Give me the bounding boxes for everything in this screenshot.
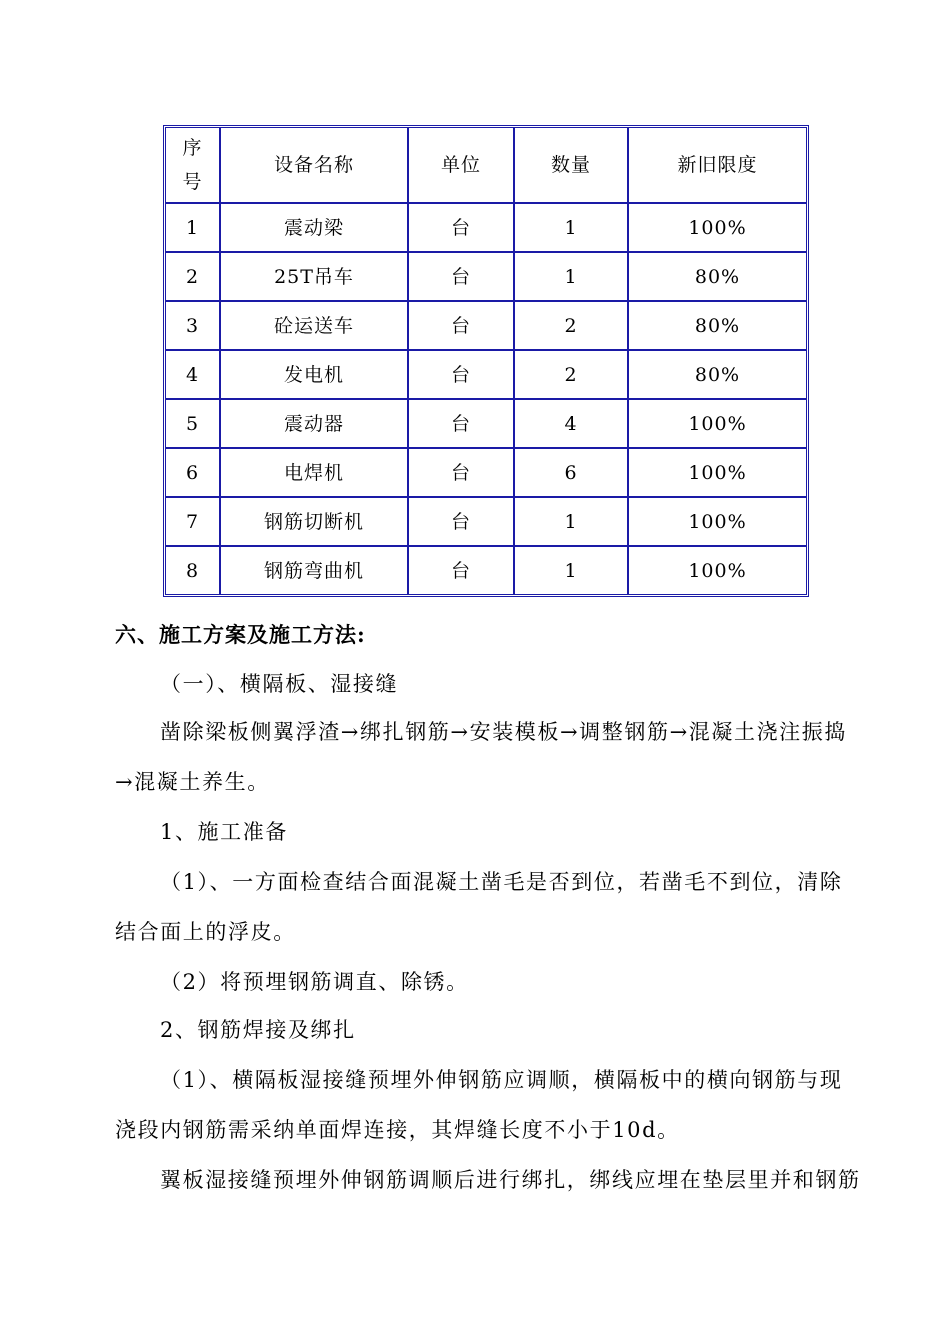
- table-row: [165, 399, 807, 448]
- table-cell: 80%: [628, 301, 807, 350]
- table-row: [165, 497, 807, 546]
- table-row: [165, 252, 807, 301]
- paragraph-line: 翼板湿接缝预埋外伸钢筋调顺后进行绑扎，绑线应埋在垫层里并和钢筋: [160, 1168, 861, 1192]
- table-cell: 4: [165, 350, 220, 399]
- table-cell: 25T吊车: [220, 252, 408, 301]
- paragraph-line: 结合面上的浮皮。: [115, 920, 296, 944]
- table-cell: 1: [514, 203, 628, 252]
- table-cell: 震动器: [220, 399, 408, 448]
- table-cell: 发电机: [220, 350, 408, 399]
- table-row: [165, 350, 807, 399]
- table-cell: 100%: [628, 203, 807, 252]
- paragraph-line: （1）、一方面检查结合面混凝土凿毛是否到位，若凿毛不到位，清除: [160, 870, 843, 894]
- table-row: [165, 448, 807, 497]
- table-cell: 台: [408, 497, 514, 546]
- process-flow-line: 凿除梁板侧翼浮渣→绑扎钢筋→安装模板→调整钢筋→混凝土浇注振捣: [160, 720, 847, 744]
- table-cell: 钢筋切断机: [220, 497, 408, 546]
- step-title: 2、钢筋焊接及绑扎: [160, 1018, 356, 1042]
- section-heading: 六、施工方案及施工方法:: [115, 622, 366, 647]
- table-cell: 1: [514, 497, 628, 546]
- table-cell: 80%: [628, 252, 807, 301]
- paragraph-line: （2）将预埋钢筋调直、除锈。: [160, 970, 469, 994]
- table-cell: 砼运送车: [220, 301, 408, 350]
- table-cell: 3: [165, 301, 220, 350]
- table-cell: 台: [408, 399, 514, 448]
- table-cell: 台: [408, 546, 514, 595]
- table-cell: 电焊机: [220, 448, 408, 497]
- table-cell: 1: [514, 546, 628, 595]
- table-cell: 2: [165, 252, 220, 301]
- table-cell: 1: [514, 252, 628, 301]
- table-cell: 钢筋弯曲机: [220, 546, 408, 595]
- table-cell: 80%: [628, 350, 807, 399]
- header-cell: 单位: [408, 127, 514, 203]
- table-header-row: [165, 127, 807, 203]
- equipment-table: [163, 125, 809, 597]
- table-cell: 5: [165, 399, 220, 448]
- subsection-title: （一）、横隔板、湿接缝: [160, 672, 399, 696]
- table-cell: 100%: [628, 546, 807, 595]
- table-row: [165, 203, 807, 252]
- header-cell: 设备名称: [220, 127, 408, 203]
- table-cell: 台: [408, 252, 514, 301]
- table-cell: 震动梁: [220, 203, 408, 252]
- table-cell: 8: [165, 546, 220, 595]
- process-flow-line: →混凝土养生。: [115, 770, 270, 794]
- equipment-table-grid: [165, 127, 807, 595]
- table-cell: 1: [165, 203, 220, 252]
- step-title: 1、施工准备: [160, 820, 288, 844]
- table-cell: 100%: [628, 497, 807, 546]
- table-cell: 4: [514, 399, 628, 448]
- table-cell: 6: [165, 448, 220, 497]
- table-row: [165, 301, 807, 350]
- table-cell: 台: [408, 448, 514, 497]
- table-row: [165, 546, 807, 595]
- header-cell: 序号: [165, 127, 220, 203]
- table-cell: 6: [514, 448, 628, 497]
- header-cell: 数量: [514, 127, 628, 203]
- table-cell: 100%: [628, 448, 807, 497]
- paragraph-line: 浇段内钢筋需采纳单面焊连接，其焊缝长度不小于10d。: [115, 1118, 680, 1142]
- paragraph-line: （1）、横隔板湿接缝预埋外伸钢筋应调顺，横隔板中的横向钢筋与现: [160, 1068, 843, 1092]
- table-cell: 100%: [628, 399, 807, 448]
- table-cell: 7: [165, 497, 220, 546]
- header-cell: 新旧限度: [628, 127, 807, 203]
- table-cell: 台: [408, 301, 514, 350]
- table-cell: 台: [408, 350, 514, 399]
- table-cell: 台: [408, 203, 514, 252]
- table-cell: 2: [514, 301, 628, 350]
- table-cell: 2: [514, 350, 628, 399]
